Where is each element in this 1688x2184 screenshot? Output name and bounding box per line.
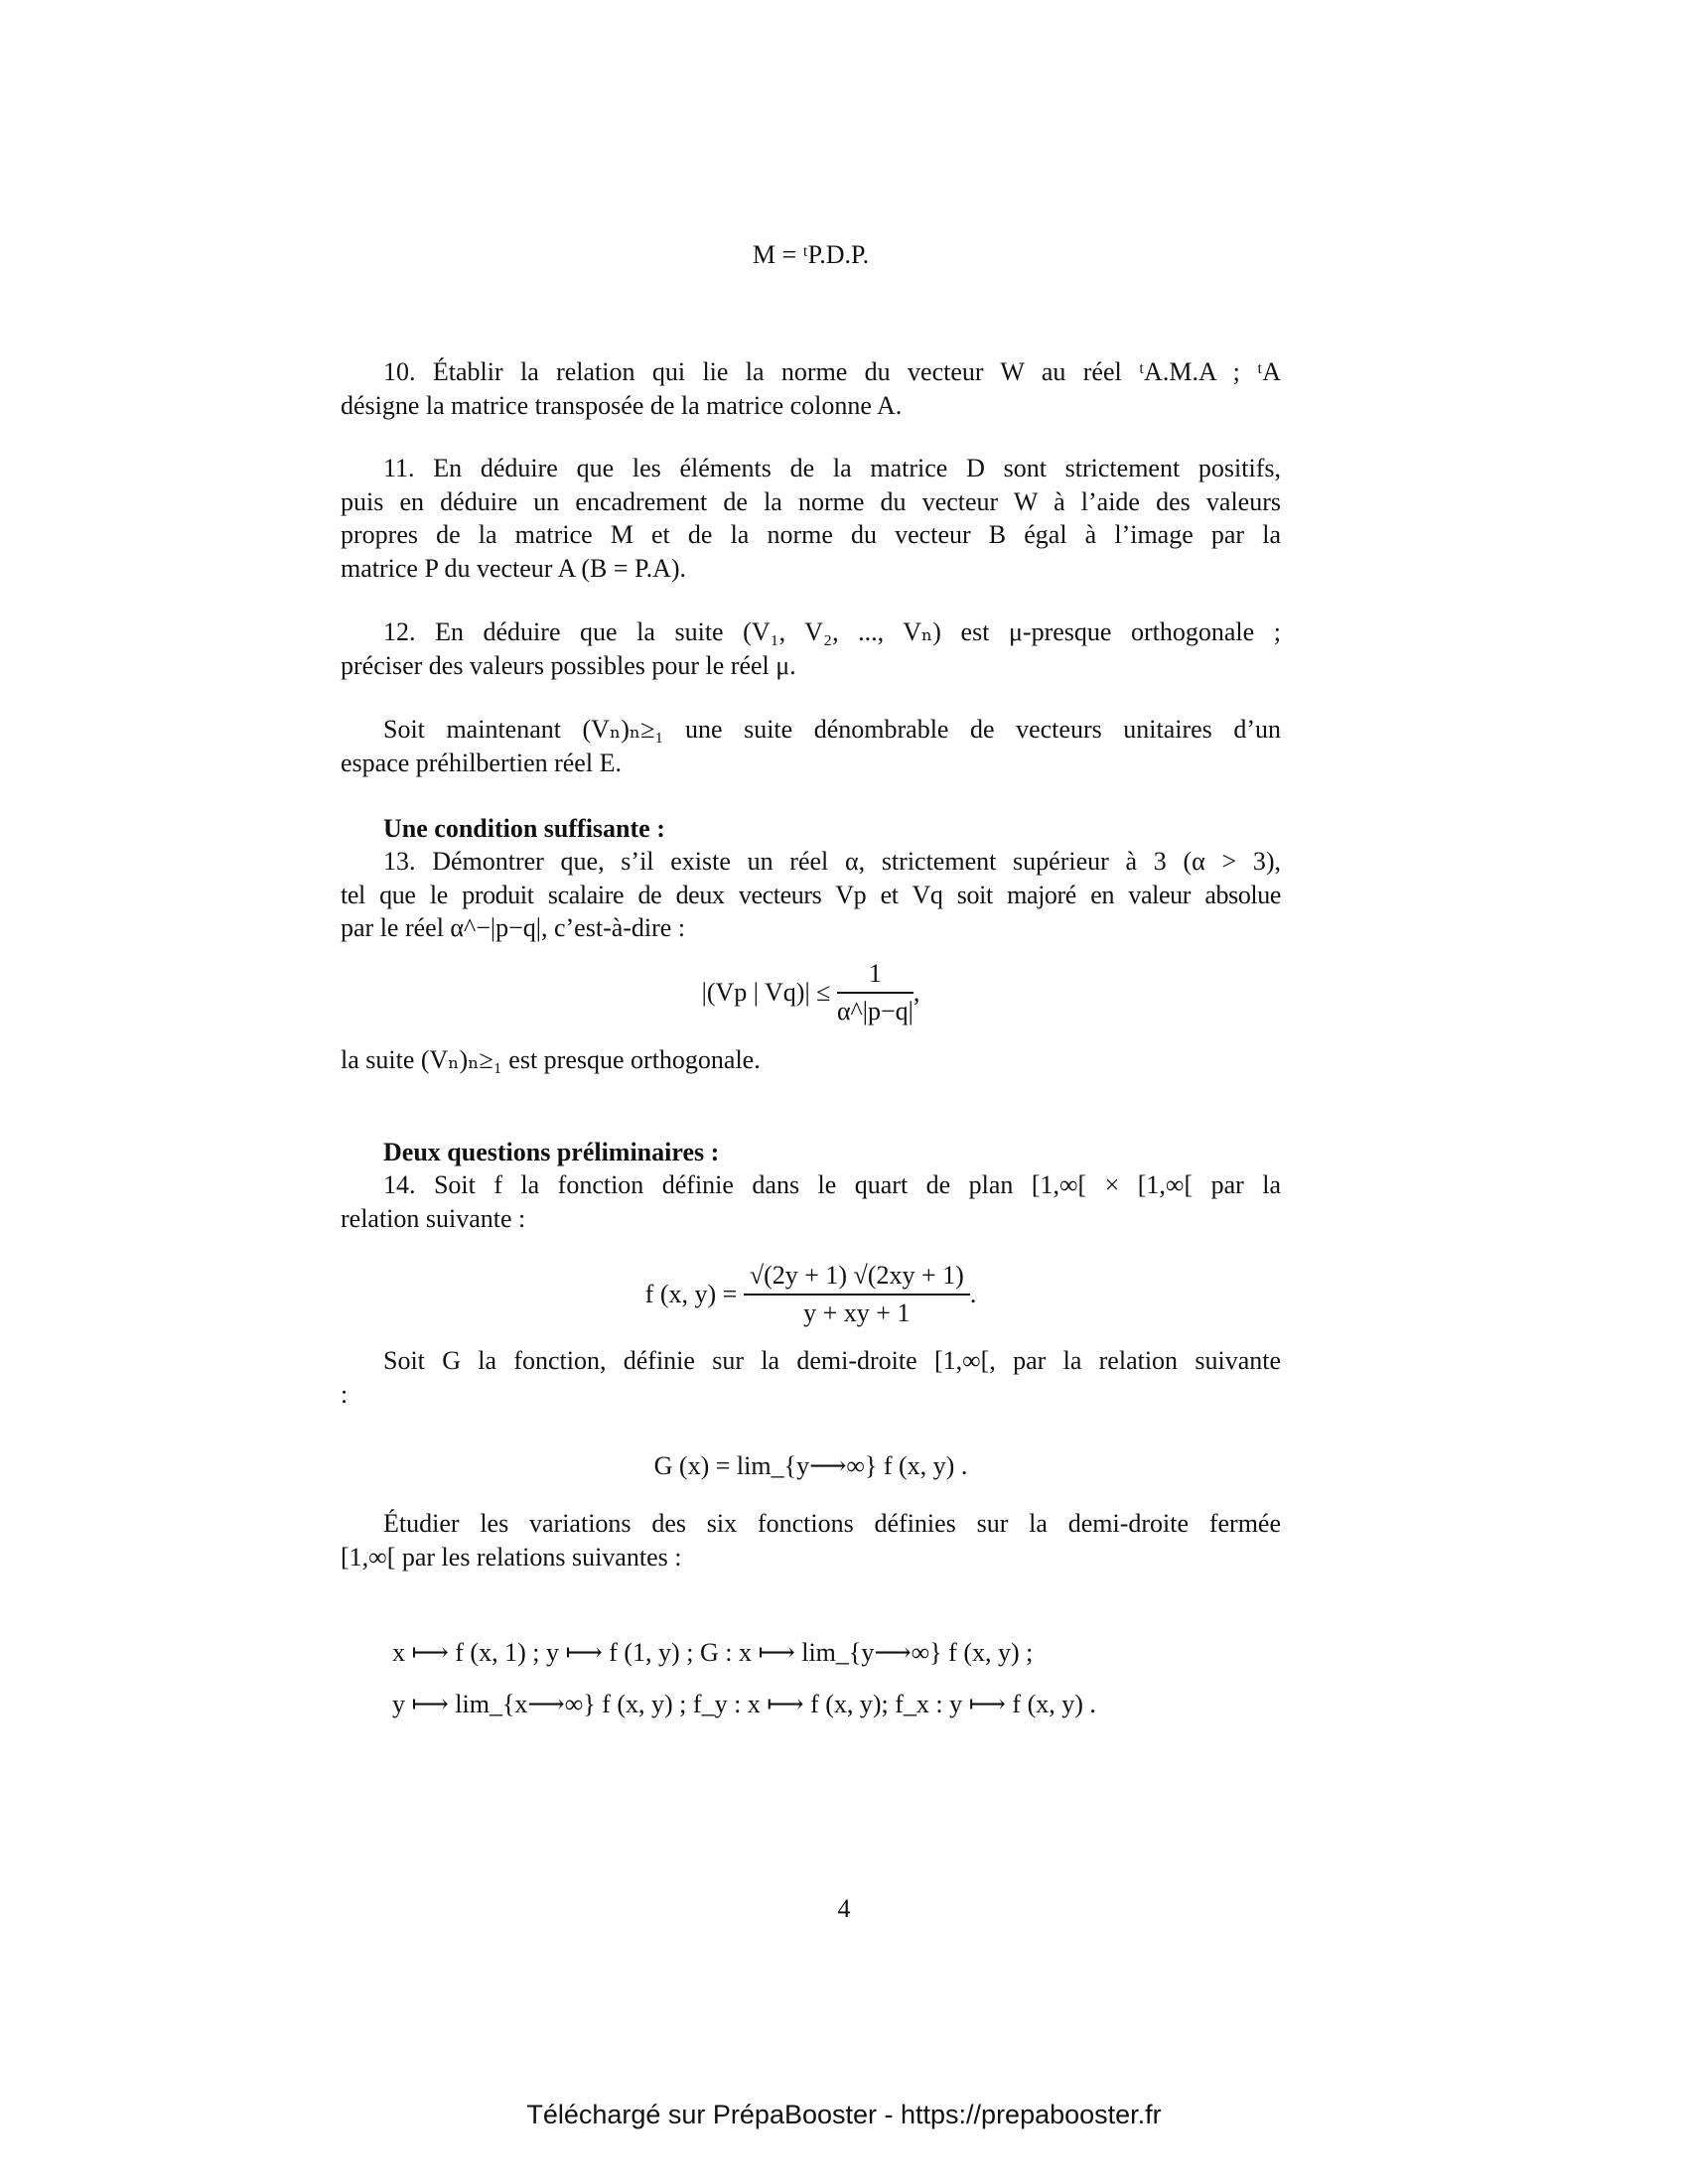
function-G-definition: G (x) = lim_{y⟶∞} f (x, y) . (653, 1451, 968, 1480)
question-13-conclusion-block (341, 1043, 1281, 1077)
paragraph-soit-maintenant (341, 713, 1281, 779)
soit-G-line-2: : (341, 1379, 349, 1409)
inequality-lhs: |(Vp | Vq)| ≤ (701, 978, 831, 1007)
question-13-conclusion: la suite (Vₙ)ₙ≥₁ est presque orthogonale. (341, 1045, 761, 1074)
fraction-numerator: 1 (837, 959, 914, 994)
question-14-line-1: 14. Soit f la fonction définie dans le quart de plan [1,∞[ × [1,∞[ par la (383, 1170, 1281, 1199)
question-11-line-3: propres de la matrice M et de la norme du vecteur B égal à l’image par la (341, 520, 1281, 549)
function-f-period: . (969, 1280, 977, 1308)
paragraph-etudier (341, 1507, 1281, 1573)
question-10-line-2: désigne la matrice transposée de la matrice colonne A. (341, 390, 903, 420)
function-f-fraction (744, 1261, 970, 1328)
etudier-line-1: Étudier les variations des six fonctions définies sur la demi-droite fermée (383, 1509, 1281, 1538)
inequality-comma: , (913, 978, 920, 1007)
question-12-line-2: préciser des valeurs possibles pour le réel μ. (341, 650, 796, 680)
section-heading-questions-preliminaires (341, 1136, 1281, 1169)
paragraph-soit-G (341, 1344, 1281, 1411)
functions-row-1: x ⟼ f (x, 1) ; y ⟼ f (1, y) ; G : x ⟼ lim_{y⟶∞} f (x, y) ; (392, 1638, 1034, 1667)
question-13-line-2: tel que le produit scalaire de deux vecteurs Vp et Vq soit majoré en valeur absolue (341, 880, 1281, 909)
heading-questions-preliminaires: Deux questions préliminaires : (383, 1138, 720, 1166)
footer-download-note: Téléchargé sur PrépaBooster - https://prepabooster.fr (526, 2100, 1162, 2129)
question-11-line-4: matrice P du vecteur A (B = P.A). (341, 553, 687, 583)
function-f-denominator: y + xy + 1 (803, 1298, 911, 1327)
question-11-line-1: 11. En déduire que les éléments de la matrice D sont strictement positifs, (383, 454, 1281, 482)
question-12-line-1: 12. En déduire que la suite (V₁, V₂, ..., Vₙ) est μ-presque orthogonale ; (383, 617, 1281, 646)
function-f-lhs: f (x, y) = (644, 1280, 738, 1308)
inequality-fraction (837, 959, 914, 1026)
page-number: 4 (837, 1894, 851, 1923)
question-13-line-3: par le réel α^−|p−q|, c’est-à-dire : (341, 913, 686, 942)
soit-line-1: Soit maintenant (Vₙ)ₙ≥₁ une suite dénombrable de vecteurs unitaires d’un (383, 715, 1281, 744)
question-10 (341, 355, 1281, 422)
question-11 (341, 452, 1281, 585)
question-10-line-1: 10. Établir la relation qui lie la norme du vecteur W au réel ᵗA.M.A ; ᵗA (383, 357, 1281, 386)
equation-m-tpdp: M = ᵗP.D.P. (752, 240, 870, 269)
etudier-line-2: [1,∞[ par les relations suivantes : (341, 1542, 682, 1571)
question-14-line-2: relation suivante : (341, 1203, 526, 1233)
question-14 (341, 1168, 1281, 1235)
section-heading-condition-suffisante (341, 812, 1281, 846)
question-12 (341, 615, 1281, 682)
function-f-numerator: √(2y + 1) √(2xy + 1) (744, 1261, 970, 1296)
fraction-denominator: α^|p−q| (836, 997, 914, 1025)
question-13-line-1: 13. Démontrer que, s’il existe un réel α, strictement supérieur à 3 (α > 3), (383, 847, 1281, 876)
soit-G-line-1: Soit G la fonction, définie sur la demi-droite [1,∞[, par la relation suivante (383, 1346, 1281, 1375)
question-13 (341, 845, 1281, 945)
inequality-scalar-product (341, 959, 1281, 1026)
soit-line-2: espace préhilbertien réel E. (341, 748, 622, 777)
functions-row-2: y ⟼ lim_{x⟶∞} f (x, y) ; f_y : x ⟼ f (x, y); f_x : y ⟼ f (x, y) . (392, 1690, 1096, 1718)
function-f-definition (341, 1261, 1281, 1328)
question-11-line-2: puis en déduire un encadrement de la norme du vecteur W à l’aide des valeurs (341, 486, 1281, 516)
heading-condition-suffisante: Une condition suffisante : (383, 814, 665, 843)
